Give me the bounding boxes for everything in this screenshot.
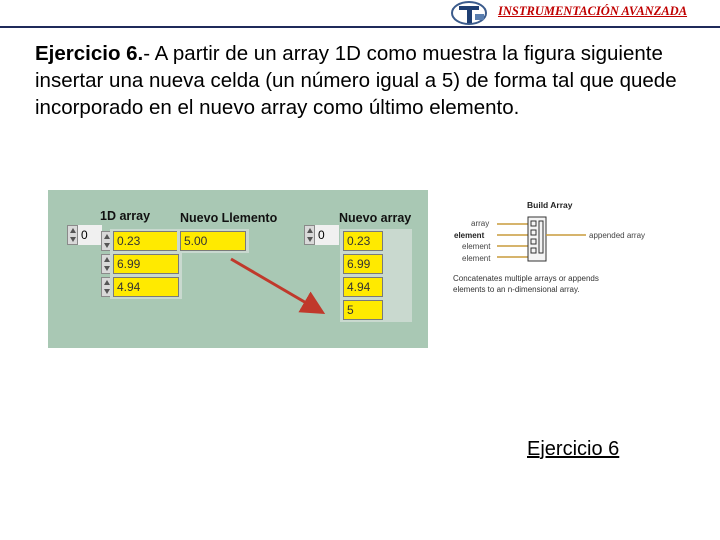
- exercise-label: Ejercicio 6.: [35, 42, 144, 65]
- array-1d-label: 1D array: [100, 209, 151, 223]
- exercise-statement: [35, 40, 695, 121]
- build-array-input-label: element: [462, 242, 491, 251]
- new-array-label: Nuevo array: [339, 211, 412, 225]
- header-title: INSTRUMENTACIÓN AVANZADA: [498, 4, 688, 18]
- build-array-description: Concatenates multiple arrays or appends elements to an n-dimensional array.: [453, 274, 599, 294]
- caption-link[interactable]: Ejercicio 6: [527, 438, 620, 460]
- new-array-cell: 0.23: [343, 231, 383, 251]
- exercise-text: - A partir de un array 1D como muestra la figura siguiente insertar una nueva celda (un número igual a 5) de forma tal que quede incorporado en el nuevo array como último elemento.: [35, 42, 677, 119]
- front-panel: [48, 190, 428, 348]
- build-array-title: Build Array: [527, 200, 573, 210]
- new-array-cell: 5: [343, 300, 383, 320]
- instrumentation-logo-icon: [450, 0, 488, 26]
- array-1d-cell[interactable]: 0.23: [113, 231, 179, 251]
- new-element-value[interactable]: 5.00: [180, 231, 246, 251]
- new-array-index[interactable]: 0: [315, 225, 339, 245]
- array-1d-cell[interactable]: 4.94: [113, 277, 179, 297]
- build-array-input-label: element: [462, 254, 491, 263]
- build-array-input-label: element: [454, 231, 485, 240]
- build-array-icon: [490, 208, 630, 268]
- new-array-cell: 4.94: [343, 277, 383, 297]
- new-array-cell: 6.99: [343, 254, 383, 274]
- array-1d-cell[interactable]: 6.99: [113, 254, 179, 274]
- new-element-label: Nuevo Llemento: [180, 211, 278, 225]
- insert-arrow: [48, 190, 428, 348]
- build-array-output-label: appended array: [589, 231, 646, 240]
- array-1d-index[interactable]: 0: [78, 225, 102, 245]
- build-array-input-label: array: [471, 219, 490, 228]
- header-divider: [0, 26, 720, 28]
